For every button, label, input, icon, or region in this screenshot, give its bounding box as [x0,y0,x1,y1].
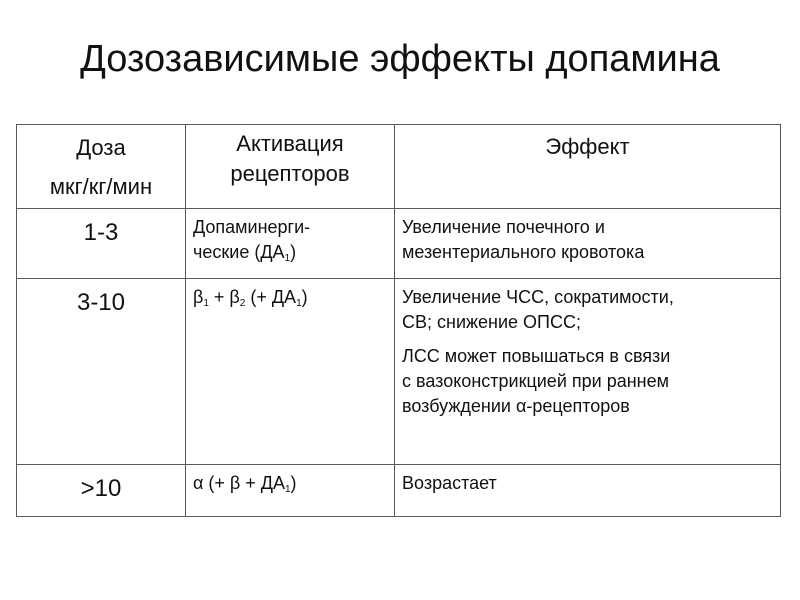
activation-text: + β [208,287,240,307]
header-dose [17,125,186,209]
activation-text: ) [290,473,297,493]
activation-line1: Допаминерги- [193,217,311,237]
table-header-row [17,125,781,209]
effect-cell [395,279,781,465]
effect-paragraph [402,344,774,419]
activation-line2 [193,240,388,265]
header-dose-line2: мкг/кг/мин [49,174,153,199]
activation-text: ) [301,287,308,307]
activation-line1 [193,471,388,496]
dopamine-effects-table [16,124,781,517]
table-row [17,279,781,465]
effect-line: с вазоконстрикцией при раннем [402,371,669,391]
effect-line1: Увеличение почечного и [402,217,605,237]
effect-line: ЛСС может повышаться в связи [402,346,671,366]
effect-line: СВ; снижение ОПСС; [402,312,581,332]
activation-text: β [193,287,204,307]
dose-cell: >10 [17,465,186,517]
effect-paragraph [402,285,774,335]
header-effect: Эффект [395,125,781,209]
effect-line: возбуждении α-рецепторов [402,396,630,416]
activation-cell [186,209,395,279]
activation-text: ) [290,242,297,262]
dose-cell: 3-10 [17,279,186,465]
activation-text: α (+ β + ДА [193,473,285,493]
subscript: 1 [284,484,291,495]
activation-text: ческие (ДА [193,242,285,262]
subscript: 2 [239,298,246,309]
header-activation [186,125,395,209]
effect-line: Увеличение ЧСС, сократимости, [402,287,674,307]
activation-cell [186,279,395,465]
subscript: 1 [284,253,291,264]
dose-cell: 1-3 [17,209,186,279]
page-title: Дозозависимые эффекты допамина [80,38,720,80]
table-row [17,209,781,279]
header-activation-line2: рецепторов [230,161,350,186]
effect-cell [395,209,781,279]
table-row [17,465,781,517]
subscript: 1 [203,298,209,309]
activation-text: (+ ДА [245,287,297,307]
activation-cell [186,465,395,517]
header-activation-line1: Активация [236,131,344,156]
effect-line2: мезентериального кровотока [402,242,645,262]
activation-line1 [193,285,388,310]
subscript: 1 [296,298,302,309]
effect-cell: Возрастает [395,465,781,517]
header-dose-line1: Доза [76,135,126,160]
